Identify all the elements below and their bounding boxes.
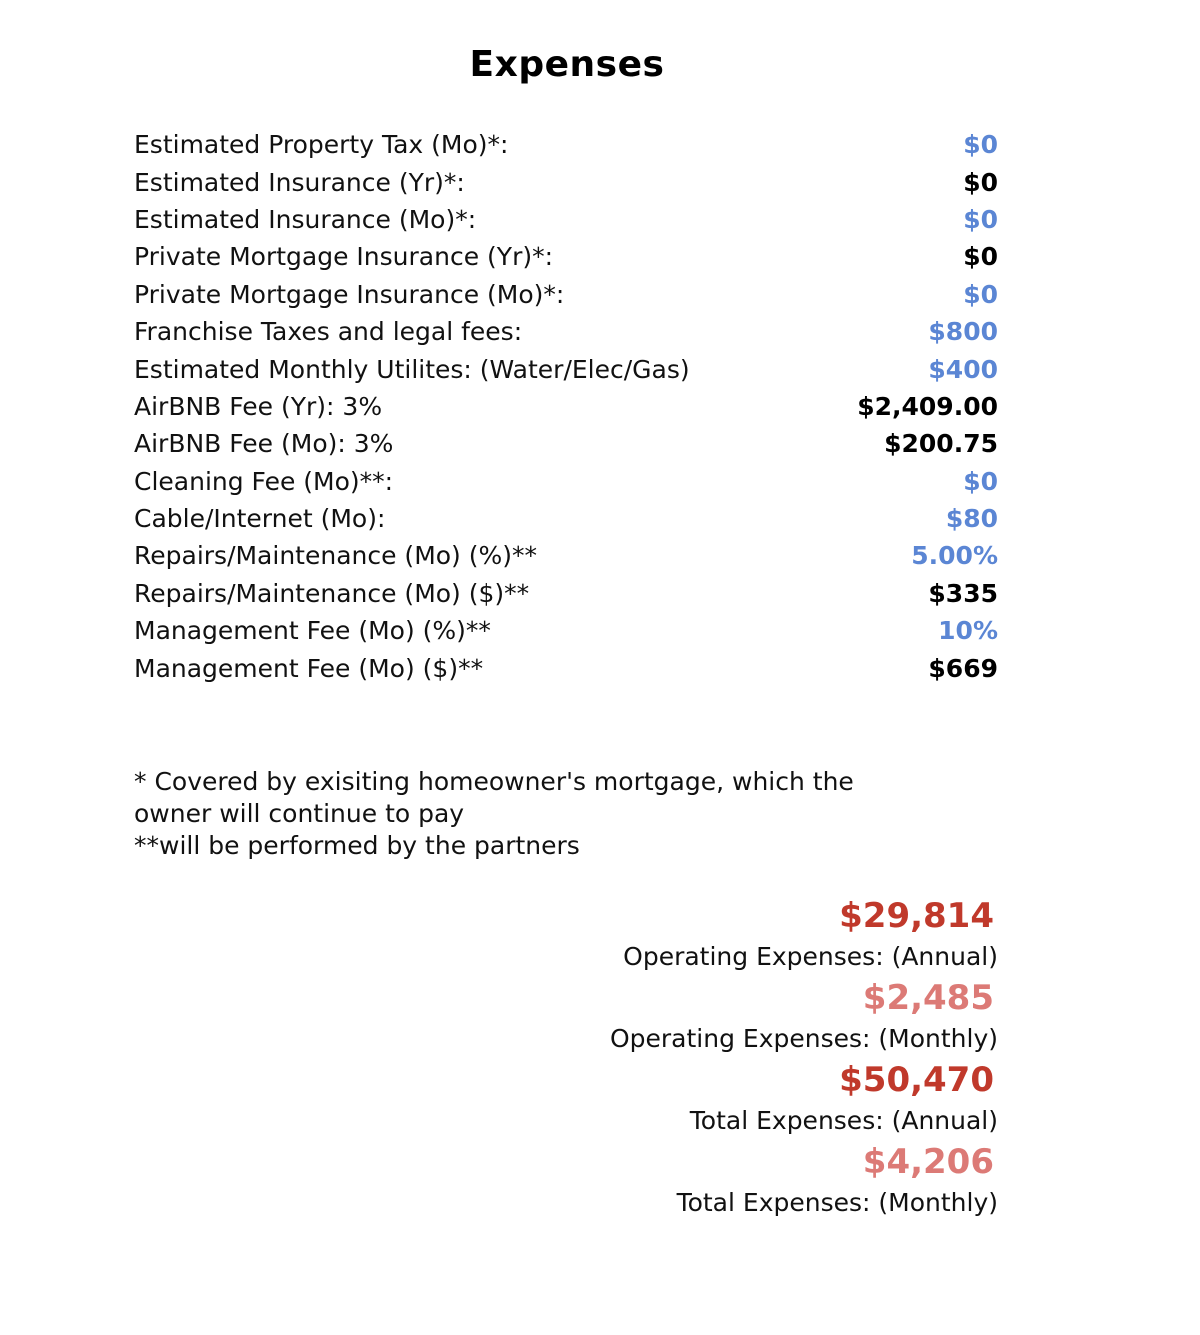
total-expenses-monthly-caption: Total Expenses: (Monthly) — [676, 1188, 998, 1217]
expense-value: $335 — [928, 578, 998, 608]
page-title: Expenses — [469, 44, 665, 85]
expense-value: $400 — [928, 354, 998, 384]
expense-row — [134, 276, 998, 313]
expense-label: Private Mortgage Insurance (Yr)*: — [134, 242, 554, 272]
expense-value: 5.00% — [911, 541, 998, 571]
expense-row — [134, 537, 998, 574]
expense-row — [134, 201, 998, 238]
expense-list — [134, 126, 998, 687]
expense-value: $0 — [963, 167, 998, 197]
expense-label: Cable/Internet (Mo): — [134, 504, 386, 534]
expense-label: Cleaning Fee (Mo)**: — [134, 466, 394, 496]
expense-row — [134, 313, 998, 350]
expense-label: Repairs/Maintenance (Mo) ($)** — [134, 578, 530, 608]
expense-row — [134, 425, 998, 462]
expense-value: $200.75 — [884, 429, 998, 459]
expense-row — [134, 126, 998, 163]
expense-row — [134, 612, 998, 649]
operating-expenses-monthly-caption: Operating Expenses: (Monthly) — [609, 1024, 998, 1053]
expense-label: Repairs/Maintenance (Mo) (%)** — [134, 541, 538, 571]
expense-row — [134, 575, 998, 612]
footnote-line: **will be performed by the partners — [134, 831, 580, 860]
operating-expenses-monthly-amount: $2,485 — [862, 978, 994, 1018]
expense-label: Estimated Monthly Utilites: (Water/Elec/Gas) — [134, 354, 690, 384]
expense-value: $2,409.00 — [857, 391, 998, 421]
expense-label: Management Fee (Mo) ($)** — [134, 653, 484, 683]
total-expenses-annual-caption: Total Expenses: (Annual) — [689, 1106, 998, 1135]
operating-expenses-annual-amount: $29,814 — [839, 896, 994, 936]
expense-value: 10% — [938, 616, 998, 646]
expense-label: Estimated Property Tax (Mo)*: — [134, 130, 509, 160]
footnote-line: * Covered by exisiting homeowner's mortgage, which the — [134, 767, 854, 796]
total-expenses-monthly-amount: $4,206 — [862, 1142, 994, 1182]
expense-row — [134, 649, 998, 686]
expense-label: Estimated Insurance (Mo)*: — [134, 204, 477, 234]
expense-value: $800 — [928, 317, 998, 347]
expense-row — [134, 350, 998, 387]
footnote-line: owner will continue to pay — [134, 799, 465, 828]
total-expenses-annual-amount: $50,470 — [839, 1060, 994, 1100]
expense-value: $0 — [963, 279, 998, 309]
operating-expenses-annual-caption: Operating Expenses: (Annual) — [623, 942, 998, 971]
expense-value: $0 — [963, 130, 998, 160]
expense-row — [134, 463, 998, 500]
expense-value: $0 — [963, 204, 998, 234]
expense-label: AirBNB Fee (Yr): 3% — [134, 391, 383, 421]
expense-row — [134, 388, 998, 425]
expense-label: Management Fee (Mo) (%)** — [134, 616, 491, 646]
expense-summary — [520, 894, 998, 1222]
expense-row — [134, 238, 998, 275]
expense-value: $669 — [928, 653, 998, 683]
expense-row — [134, 163, 998, 200]
expense-row — [134, 500, 998, 537]
expense-value: $0 — [963, 466, 998, 496]
expense-value: $80 — [945, 504, 998, 534]
footnotes — [134, 766, 934, 862]
expense-label: AirBNB Fee (Mo): 3% — [134, 429, 394, 459]
expense-label: Private Mortgage Insurance (Mo)*: — [134, 279, 565, 309]
expense-value: $0 — [963, 242, 998, 272]
expense-label: Franchise Taxes and legal fees: — [134, 317, 523, 347]
expense-label: Estimated Insurance (Yr)*: — [134, 167, 465, 197]
